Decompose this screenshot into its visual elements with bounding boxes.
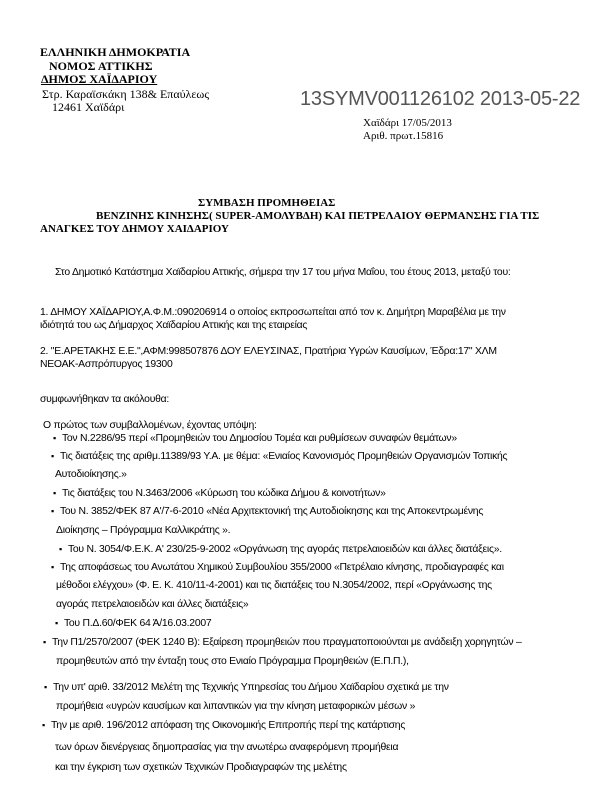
list-item: ▪ Την Π1/2570/2007 (ΦΕΚ 1240 Β): Εξαίρεση προμηθειών που πραγματοποιούνται με ανάδειξη χορηγητών –: [43, 636, 521, 649]
considering-text: Ο πρώτος των συμβαλλομένων, έχοντας υπόψη:: [43, 420, 257, 431]
header-address-line2: 12461 Χαϊδάρι: [52, 100, 125, 114]
list-item-continuation: και την έγκριση των σχετικών Τεχνικών Προδιαγραφών της μελέτης: [55, 762, 347, 773]
list-item: ▪ Της αποφάσεως του Ανωτάτου Χημικού Συμβουλίου 355/2000 «Πετρέλαιο κίνησης, προδιαγραφές και: [51, 561, 504, 574]
party1-line1: 1. ΔΗΜΟΥ ΧΑΪΔΑΡΙΟΥ,Α.Φ.Μ.:090206914 ο οποίος εκπροσωπείται από τον κ. Δημήτρη Μαραβέλια με την: [40, 307, 506, 318]
list-item: ▪ Τις διατάξεις της αριθμ.11389/93 Υ.Α. με θέμα: «Ενιαίος Κανονισμός Προμηθειών Οργανισμών Τοπικής: [51, 450, 507, 463]
list-item-continuation: Αυτοδιοίκησης.»: [55, 469, 127, 480]
list-item: ▪ Την με αριθ. 196/2012 απόφαση της Οικονομικής Επιτροπής περί της κατάρτισης: [42, 719, 405, 732]
list-item: ▪ Του Ν. 3054/Φ.Ε.Κ. Α' 230/25-9-2002 «Οργάνωση της αγοράς πετρελαιοειδών και άλλες διατάξεις».: [59, 543, 502, 556]
party2-line2: ΝΕΟΑΚ-Ασπρόπυργος 19300: [40, 359, 173, 370]
list-item-continuation: προμηθευτών από την ένταξη τους στο Ενιαίο Πρόγραμμα Προμηθειών (Ε.Π.Π.),: [56, 656, 409, 667]
list-item-continuation: των όρων διενέργειας δημοπρασίας για την ανωτέρω αναφερόμενη προμήθεια: [55, 742, 399, 753]
header-municipality: [41, 73, 157, 85]
header-prefecture: ΝΟΜΟΣ ΑΤΤΙΚΗΣ: [49, 59, 153, 73]
list-item-continuation: αγοράς πετρελαιοειδών και άλλες διατάξεις»: [56, 599, 249, 610]
intro-paragraph: Στο Δημοτικό Κατάστημα Χαϊδαρίου Αττικής, σήμερα την 17 του μήνα Μαΐου, του έτους 2013, μεταξύ του:: [55, 267, 511, 278]
place-date: Χαϊδάρι 17/05/2013: [363, 117, 452, 129]
list-item: ▪ Του Π.Δ.60/ΦΕΚ 64 Ά/16.03.2007: [55, 617, 211, 630]
title-line3: ΑΝΑΓΚΕΣ ΤΟΥ ΔΗΜΟΥ ΧΑΙΔΑΡΙΟΥ: [40, 223, 229, 235]
document-stamp: 13SYMV001126102 2013-05-22: [300, 88, 581, 110]
party1-line2: ιδιότητά του ως Δήμαρχος Χαϊδαρίου Αττικής και της εταιρείας: [40, 320, 308, 331]
header-municipality-text: ΔΗΜΟΣ ΧΑΪΔΑΡΙΟΥ: [41, 72, 158, 86]
agreed-text: συμφωνήθηκαν τα ακόλουθα:: [40, 394, 170, 405]
title-line2: ΒΕΝΖΙΝΗΣ ΚΙΝΗΣΗΣ( SUPER-ΑΜΟΛΥΒΔΗ) ΚΑΙ ΠΕΤΡΕΛΑΙΟΥ ΘΕΡΜΑΝΣΗΣ ΓΙΑ ΤΙΣ: [96, 210, 540, 222]
list-item: ▪ Τις διατάξεις του Ν.3463/2006 «Κύρωση του κώδικα Δήμου & κοινοτήτων»: [53, 487, 386, 500]
list-item-continuation: Διοίκησης – Πρόγραμμα Καλλικράτης ».: [56, 525, 231, 536]
header-country: ΕΛΛΗΝΙΚΗ ΔΗΜΟΚΡΑΤΙΑ: [40, 45, 191, 59]
party2-line1: 2. "Ε.ΑΡΕΤΑΚΗΣ Ε.Ε.",ΑΦΜ:998507876 ΔΟΥ ΕΛΕΥΣΙΝΑΣ, Πρατήρια Υγρών Καυσίμων, Έδρα:17" ΧΛΜ: [40, 346, 497, 357]
list-item: ▪ Την υπ' αριθ. 33/2012 Μελέτη της Τεχνικής Υπηρεσίας του Δήμου Χαϊδαρίου σχετικά με την: [44, 681, 449, 694]
header-address-line1: Στρ. Καραϊσκάκη 138& Επαύλεως: [42, 87, 210, 101]
protocol-number: Αριθ. πρωτ.15816: [363, 130, 444, 142]
list-item-continuation: προμήθεια «υγρών καυσίμων και λιπαντικών για την κίνηση μεταφορικών μέσων »: [56, 701, 416, 712]
list-item: ▪ Του Ν. 3852/ΦΕΚ 87 Α'/7-6-2010 «Νέα Αρχιτεκτονική της Αυτοδιοίκησης και της Αποκεντρωμένης: [51, 505, 483, 518]
title-line1: ΣΥΜΒΑΣΗ ΠΡΟΜΗΘΕΙΑΣ: [198, 197, 336, 209]
list-item: ▪ Τον Ν.2286/95 περί «Προμηθειών του Δημοσίου Τομέα και ρυθμίσεων συναφών θεμάτων»: [53, 432, 457, 445]
list-item-continuation: μέθοδοι ελέγχου» (Φ. Ε. Κ. 410/11-4-2001) και τις διατάξεις του Ν.3054/2002, περί «Οργάνωσης της: [56, 580, 492, 591]
